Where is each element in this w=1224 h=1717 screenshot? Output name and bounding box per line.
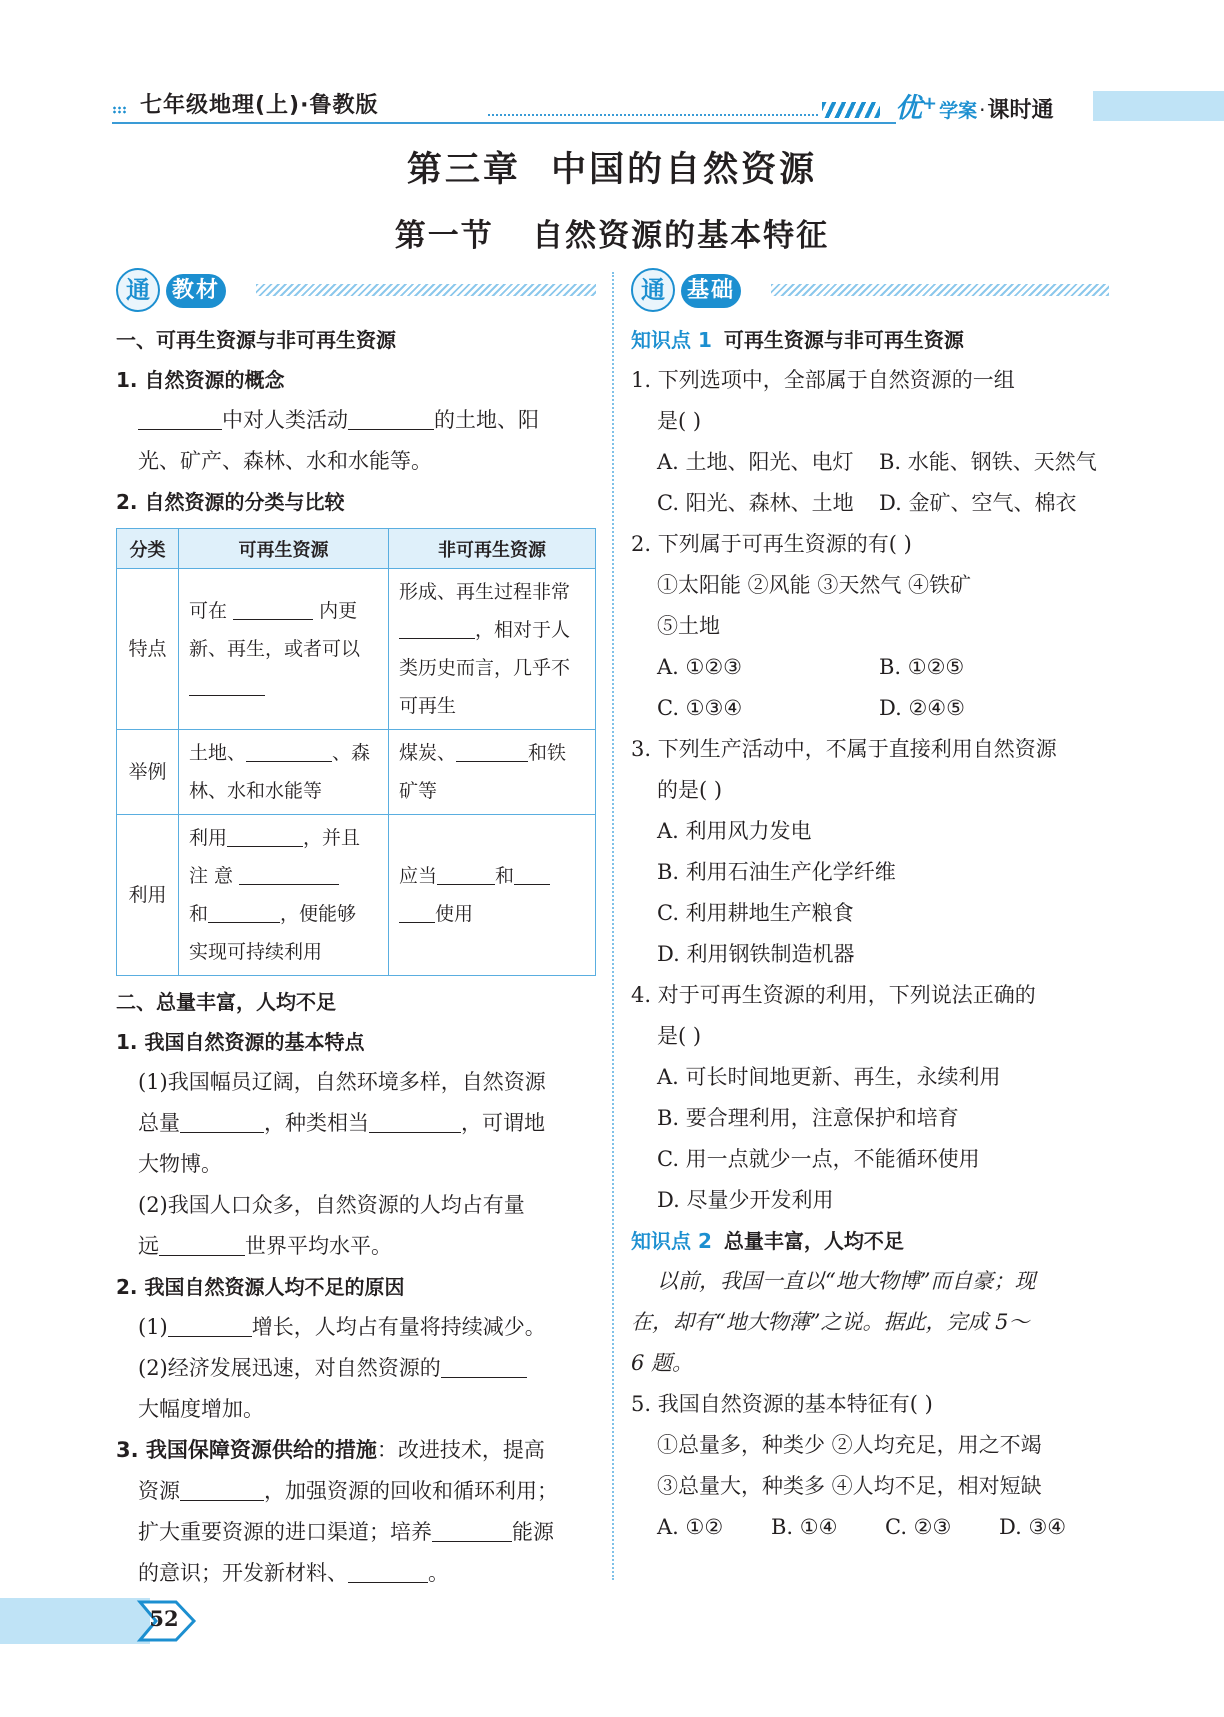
knowledge-point-2 [631, 1221, 1109, 1261]
fill-blank[interactable] [246, 740, 332, 762]
text-line: 总量 ，种类相当 ，可谓地 [138, 1111, 545, 1135]
column-divider [612, 272, 614, 1580]
part2-heading: 二、总量丰富，人均不足 [116, 990, 336, 1014]
header-rule [112, 122, 896, 124]
option-b[interactable]: B. ①④ [771, 1515, 838, 1539]
reasons-heading: 2. 我国自然资源人均不足的原因 [116, 1275, 405, 1299]
text-line: 大物博。 [138, 1152, 222, 1176]
banner-label: 教材 [166, 274, 226, 308]
option-b[interactable]: B. ①②⑤ [879, 655, 965, 679]
row-label: 特点 [117, 569, 179, 730]
table-row [117, 569, 596, 730]
intro-text: 在，却有“地大物薄”之说。据此，完成 5～ [631, 1310, 1030, 1334]
question-5-items: ③总量大，种类多 ④人均不足，相对短缺 [657, 1474, 1042, 1498]
text-line: 中对人类活动 的土地、阳 [116, 400, 596, 441]
banner-circle-icon: 通 [116, 268, 160, 312]
option-row [631, 647, 1109, 688]
fill-blank[interactable] [514, 863, 550, 885]
grid-dots-icon [112, 106, 126, 114]
fill-blank[interactable] [348, 1561, 428, 1583]
text-line: 3. 我国保障资源供给的措施：改进技术，提高 [116, 1438, 545, 1462]
textbook-banner [116, 268, 596, 314]
question-5-items: ①总量多，种类少 ②人均充足，用之不竭 [657, 1433, 1042, 1457]
question-2-items: ⑤土地 [657, 614, 720, 638]
brand-sub: 学案 [939, 100, 978, 122]
intro-text: 6 题。 [631, 1351, 694, 1375]
page-header [0, 84, 1224, 124]
fill-blank[interactable] [348, 408, 434, 430]
question-2: 2. 下列属于可再生资源的有( ) [631, 532, 912, 556]
option-row [631, 442, 1109, 483]
option-row [631, 1507, 1109, 1548]
classification-heading: 2. 自然资源的分类与比较 [116, 490, 345, 514]
table-header-cell: 分类 [117, 529, 179, 569]
fill-blank[interactable] [432, 1520, 512, 1542]
option-d[interactable]: D. 利用钢铁制造机器 [657, 942, 855, 966]
option-b[interactable]: B. 利用石油生产化学纤维 [657, 860, 896, 884]
option-c[interactable]: C. 利用耕地生产粮食 [657, 901, 854, 925]
question-4: 4. 对于可再生资源的利用，下列说法正确的 [631, 983, 1036, 1007]
banner-label: 基础 [681, 274, 741, 308]
section-title: 第一节 自然资源的基本特征 [394, 218, 830, 254]
series-brand [895, 86, 1053, 125]
fill-blank[interactable] [208, 901, 280, 923]
option-a[interactable]: A. ①②③ [657, 655, 742, 679]
text-line: (2)我国人口众多，自然资源的人均占有量 [138, 1193, 525, 1217]
question-5: 5. 我国自然资源的基本特征有( ) [631, 1392, 933, 1416]
dotted-leader [488, 114, 818, 116]
text-line: (1)我国幅员辽阔，自然环境多样，自然资源 [138, 1070, 546, 1094]
option-d[interactable]: D. 尽量少开发利用 [657, 1188, 834, 1212]
table-row [117, 730, 596, 815]
option-a[interactable]: A. ①② [657, 1515, 724, 1539]
table-cell: 煤炭、 和铁 矿等 [389, 730, 596, 815]
table-header-cell: 非可再生资源 [389, 529, 596, 569]
book-title: 七年级地理(上)·鲁教版 [140, 93, 379, 118]
table-header-cell: 可再生资源 [179, 529, 389, 569]
option-a[interactable]: A. 土地、阳光、电灯 [657, 450, 854, 474]
fill-blank[interactable] [399, 901, 435, 923]
header-color-band [1093, 91, 1224, 121]
question-4-cont: 是( ) [657, 1024, 702, 1048]
row-label: 利用 [117, 815, 179, 976]
option-d[interactable]: D. ③④ [999, 1515, 1067, 1539]
text-line: 远 世界平均水平。 [138, 1234, 392, 1258]
banner-circle-icon: 通 [631, 268, 675, 312]
textbook-column [116, 268, 596, 1594]
option-c[interactable]: C. 用一点就少一点，不能循环使用 [657, 1147, 980, 1171]
fill-blank[interactable] [180, 1111, 264, 1133]
basics-banner [631, 268, 1109, 314]
table-cell: 形成、再生过程非常 ，相对于人 类历史而言，几乎不 可再生 [389, 569, 596, 730]
fill-blank[interactable] [441, 1356, 527, 1378]
question-1-cont: 是( ) [657, 409, 702, 433]
question-3: 3. 下列生产活动中，不属于直接利用自然资源 [631, 737, 1057, 761]
brand-plus: + [922, 93, 938, 114]
part1-heading: 一、可再生资源与非可再生资源 [116, 328, 396, 352]
brand-logo-text: 优 [895, 93, 922, 124]
footer-band [0, 1598, 150, 1644]
option-b[interactable]: B. 要合理利用，注意保护和培育 [657, 1106, 959, 1130]
slash-decoration [822, 102, 880, 118]
option-d[interactable]: D. ②④⑤ [879, 696, 965, 720]
brand-tail: 课时通 [987, 98, 1054, 123]
fill-blank[interactable] [168, 1315, 252, 1337]
fill-blank[interactable] [159, 1234, 245, 1256]
row-label: 举例 [117, 730, 179, 815]
option-a[interactable]: A. 利用风力发电 [657, 819, 812, 843]
brand-dot: · [979, 98, 986, 122]
banner-hatch [256, 284, 596, 296]
concept-heading: 1. 自然资源的概念 [116, 368, 285, 392]
kp-title: 可再生资源与非可再生资源 [723, 328, 964, 352]
kp-tag: 知识点 1 [631, 328, 712, 352]
option-c[interactable]: C. ①③④ [657, 696, 743, 720]
option-c[interactable]: C. ②③ [885, 1515, 952, 1539]
fill-blank[interactable] [189, 674, 265, 696]
table-cell: 应当 和 使用 [389, 815, 596, 976]
fill-blank[interactable] [369, 1111, 461, 1133]
option-c[interactable]: C. 阳光、森林、土地 [657, 491, 854, 515]
fill-blank[interactable] [456, 740, 528, 762]
fill-blank[interactable] [239, 863, 339, 885]
text-line: 的意识；开发新材料、 。 [138, 1561, 449, 1585]
question-2-items: ①太阳能 ②风能 ③天然气 ④铁矿 [657, 573, 972, 597]
table-header-row [117, 529, 596, 569]
fill-blank[interactable] [180, 1479, 264, 1501]
option-row [631, 688, 1109, 729]
fill-blank[interactable] [138, 408, 222, 430]
option-b[interactable]: B. 水能、钢铁、天然气 [879, 450, 1097, 474]
text-line: (2)经济发展迅速，对自然资源的 [116, 1348, 596, 1389]
fill-blank[interactable] [233, 598, 313, 620]
resource-comparison-table [116, 528, 596, 976]
text-line: 资源 ，加强资源的回收和循环利用； [138, 1479, 558, 1503]
kp-title: 总量丰富，人均不足 [723, 1229, 904, 1253]
question-1: 1. 下列选项中，全部属于自然资源的一组 [631, 368, 1015, 392]
exercise-column [631, 268, 1109, 1548]
table-cell: 土地、 、森 林、水和水能等 [179, 730, 389, 815]
option-d[interactable]: D. 金矿、空气、棉衣 [879, 491, 1077, 515]
question-3-cont: 的是( ) [657, 778, 723, 802]
kp-tag: 知识点 2 [631, 1229, 712, 1253]
table-row [117, 815, 596, 976]
text-line: 大幅度增加。 [138, 1397, 264, 1421]
fill-blank[interactable] [437, 863, 495, 885]
text-line: (1) 增长，人均占有量将持续减少。 [138, 1315, 546, 1339]
option-a[interactable]: A. 可长时间地更新、再生，永续利用 [657, 1065, 1001, 1089]
table-cell: 利用 ，并且 注 意 和 ，便能够 实现可持续利用 [179, 815, 389, 976]
fill-blank[interactable] [227, 825, 303, 847]
features-heading: 1. 我国自然资源的基本特点 [116, 1030, 365, 1054]
knowledge-point-1 [631, 320, 1109, 360]
intro-text: 以前，我国一直以“地大物博”而自豪；现 [657, 1269, 1036, 1293]
text-line: 扩大重要资源的进口渠道；培养 能源 [138, 1520, 554, 1544]
option-row [631, 483, 1109, 524]
banner-hatch [771, 284, 1109, 296]
text-line: 光、矿产、森林、水和水能等。 [138, 449, 432, 473]
table-cell: 可在 内更 新、再生，或者可以 [179, 569, 389, 730]
chapter-title: 第三章 中国的自然资源 [406, 150, 818, 190]
fill-blank[interactable] [399, 617, 475, 639]
page-number: 52 [149, 1606, 179, 1631]
